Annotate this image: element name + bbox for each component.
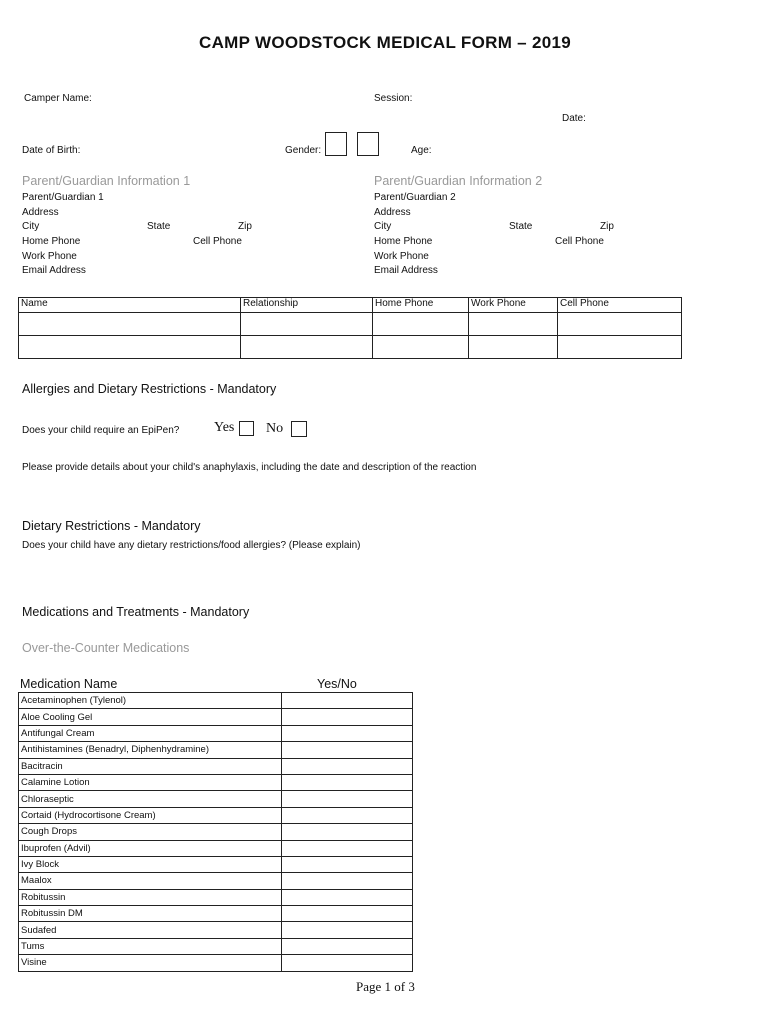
medication-yes-no-cell[interactable] <box>282 824 413 840</box>
table-row <box>19 906 413 922</box>
contact-relationship-cell[interactable] <box>241 313 373 336</box>
guardian1-state-label: State <box>147 221 171 232</box>
guardian1-zip-label: Zip <box>238 221 252 232</box>
medication-yes-no-cell[interactable] <box>282 840 413 856</box>
col-header-home-phone: Home Phone <box>373 298 469 313</box>
guardian2-name-label: Parent/Guardian 2 <box>374 192 456 203</box>
gender-label: Gender: <box>285 145 322 156</box>
medications-heading: Medications and Treatments - Mandatory <box>22 605 250 619</box>
table-header-row <box>19 298 682 313</box>
medication-yes-no-cell[interactable] <box>282 758 413 774</box>
medication-name-cell: Aloe Cooling Gel <box>19 709 282 725</box>
medication-yes-no-cell[interactable] <box>282 906 413 922</box>
medication-name-header: Medication Name <box>20 677 118 691</box>
medication-name-cell: Chloraseptic <box>19 791 282 807</box>
medications-table <box>18 692 413 972</box>
dob-label: Date of Birth: <box>22 145 81 156</box>
contact-name-cell[interactable] <box>19 336 241 359</box>
col-header-relationship: Relationship <box>241 298 373 313</box>
col-header-name: Name <box>19 298 241 313</box>
medication-name-cell: Ibuprofen (Advil) <box>19 840 282 856</box>
dietary-heading: Dietary Restrictions - Mandatory <box>22 519 201 533</box>
table-row <box>19 807 413 823</box>
contact-home-phone-cell[interactable] <box>373 313 469 336</box>
medication-yes-no-cell[interactable] <box>282 807 413 823</box>
table-row <box>19 742 413 758</box>
page-number: Page 1 of 3 <box>356 979 415 994</box>
guardian1-name-label: Parent/Guardian 1 <box>22 192 104 203</box>
medication-yes-no-cell[interactable] <box>282 856 413 872</box>
table-row <box>19 922 413 938</box>
table-row <box>19 791 413 807</box>
epipen-yes-checkbox[interactable] <box>239 421 254 436</box>
guardian1-address-label: Address <box>22 207 59 218</box>
medication-name-cell: Antifungal Cream <box>19 725 282 741</box>
medication-name-cell: Tums <box>19 938 282 954</box>
epipen-yes-label: Yes <box>214 420 235 435</box>
contact-home-phone-cell[interactable] <box>373 336 469 359</box>
guardian1-home-phone-label: Home Phone <box>22 236 81 247</box>
table-row <box>19 873 413 889</box>
table-row <box>19 774 413 790</box>
guardian2-heading: Parent/Guardian Information 2 <box>374 174 543 188</box>
table-row <box>19 938 413 954</box>
table-row <box>19 955 413 971</box>
contact-relationship-cell[interactable] <box>241 336 373 359</box>
table-row <box>19 889 413 905</box>
medication-name-cell: Ivy Block <box>19 856 282 872</box>
medication-yes-no-cell[interactable] <box>282 709 413 725</box>
allergies-heading: Allergies and Dietary Restrictions - Mandatory <box>22 382 277 396</box>
guardian2-city-label: City <box>374 221 392 232</box>
anaphylaxis-prompt: Please provide details about your child's anaphylaxis, including the date and description of the reaction <box>22 462 477 473</box>
age-label: Age: <box>411 145 432 156</box>
medication-name-cell: Bacitracin <box>19 758 282 774</box>
medication-name-cell: Calamine Lotion <box>19 774 282 790</box>
epipen-no-label: No <box>266 421 284 436</box>
guardian1-cell-phone-label: Cell Phone <box>193 236 242 247</box>
contact-work-phone-cell[interactable] <box>469 313 558 336</box>
guardian2-email-label: Email Address <box>374 265 438 276</box>
medication-name-cell: Acetaminophen (Tylenol) <box>19 693 282 709</box>
table-row <box>19 336 682 359</box>
dietary-question: Does your child have any dietary restrictions/food allergies? (Please explain) <box>22 540 361 551</box>
contact-cell-phone-cell[interactable] <box>558 336 682 359</box>
camper-name-label: Camper Name: <box>24 93 92 104</box>
table-row <box>19 725 413 741</box>
table-row <box>19 693 413 709</box>
medication-name-cell: Robitussin DM <box>19 906 282 922</box>
guardian2-cell-phone-label: Cell Phone <box>555 236 604 247</box>
medication-yes-no-cell[interactable] <box>282 725 413 741</box>
medication-yes-no-cell[interactable] <box>282 693 413 709</box>
epipen-no-checkbox[interactable] <box>291 421 307 437</box>
gender-checkbox-2[interactable] <box>357 132 379 156</box>
medication-yes-no-cell[interactable] <box>282 889 413 905</box>
table-row <box>19 840 413 856</box>
guardian1-work-phone-label: Work Phone <box>22 251 77 262</box>
date-label: Date: <box>562 113 586 124</box>
gender-checkbox-1[interactable] <box>325 132 347 156</box>
col-header-cell-phone: Cell Phone <box>558 298 682 313</box>
guardian2-state-label: State <box>509 221 533 232</box>
guardian2-address-label: Address <box>374 207 411 218</box>
guardian2-zip-label: Zip <box>600 221 614 232</box>
medication-yes-no-cell[interactable] <box>282 742 413 758</box>
medication-name-cell: Antihistamines (Benadryl, Diphenhydramine) <box>19 742 282 758</box>
medication-yes-no-cell[interactable] <box>282 938 413 954</box>
medication-yes-no-cell[interactable] <box>282 774 413 790</box>
medication-name-cell: Sudafed <box>19 922 282 938</box>
contact-work-phone-cell[interactable] <box>469 336 558 359</box>
col-header-work-phone: Work Phone <box>469 298 558 313</box>
guardian1-city-label: City <box>22 221 40 232</box>
form-title: CAMP WOODSTOCK MEDICAL FORM – 2019 <box>199 33 571 52</box>
epipen-question: Does your child require an EpiPen? <box>22 425 180 436</box>
emergency-contact-table <box>18 297 682 359</box>
yes-no-header: Yes/No <box>317 677 357 691</box>
medication-yes-no-cell[interactable] <box>282 873 413 889</box>
medication-name-cell: Cortaid (Hydrocortisone Cream) <box>19 807 282 823</box>
medication-yes-no-cell[interactable] <box>282 791 413 807</box>
table-row <box>19 824 413 840</box>
medication-name-cell: Robitussin <box>19 889 282 905</box>
medication-name-cell: Maalox <box>19 873 282 889</box>
medication-name-cell: Cough Drops <box>19 824 282 840</box>
table-row <box>19 856 413 872</box>
guardian1-heading: Parent/Guardian Information 1 <box>22 174 191 188</box>
medication-yes-no-cell[interactable] <box>282 922 413 938</box>
medication-yes-no-cell[interactable] <box>282 955 413 971</box>
contact-cell-phone-cell[interactable] <box>558 313 682 336</box>
medication-name-cell: Visine <box>19 955 282 971</box>
contact-name-cell[interactable] <box>19 313 241 336</box>
guardian2-home-phone-label: Home Phone <box>374 236 433 247</box>
table-row <box>19 709 413 725</box>
otc-heading: Over-the-Counter Medications <box>22 641 190 655</box>
guardian2-work-phone-label: Work Phone <box>374 251 429 262</box>
session-label: Session: <box>374 93 413 104</box>
table-row <box>19 758 413 774</box>
guardian1-email-label: Email Address <box>22 265 86 276</box>
table-row <box>19 313 682 336</box>
